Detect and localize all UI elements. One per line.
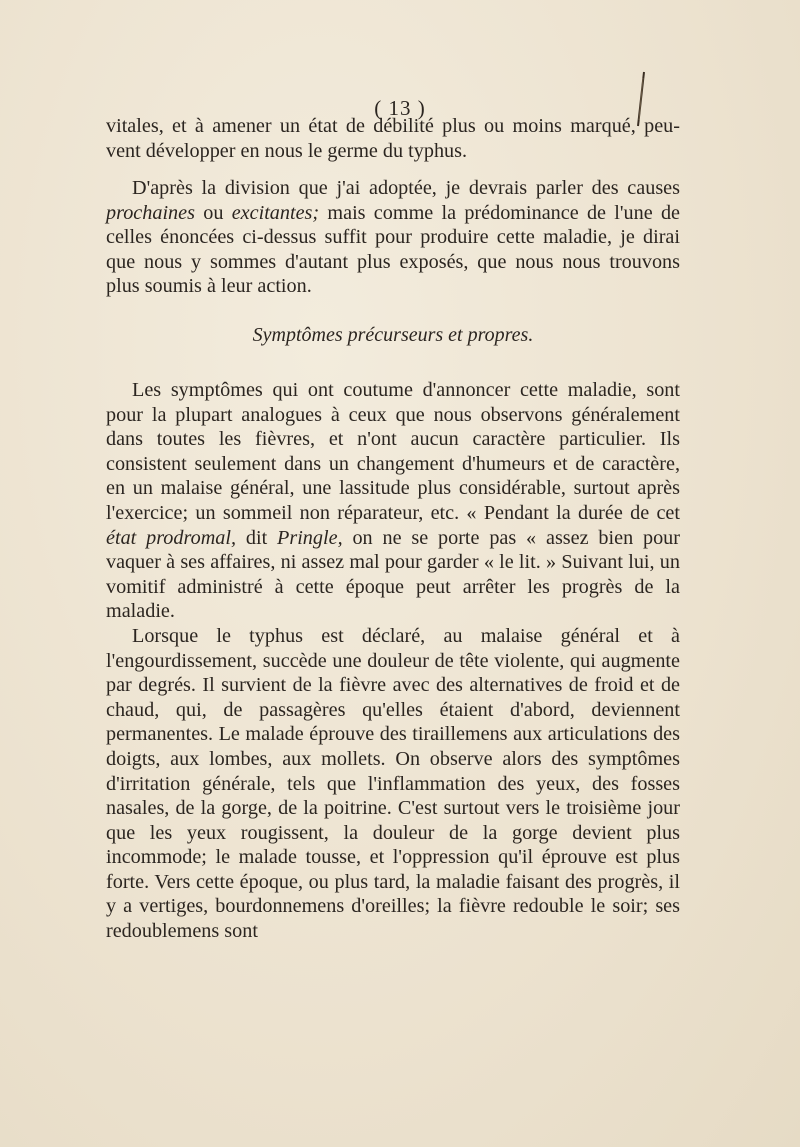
symptoms-text-2: dit [236,526,278,549]
intro-line-1: vitales, et à amener un état de débilité plus ou moins marqué, peu- [106,115,680,137]
page-number: ( 13 ) [374,96,426,120]
causes-text-1: D'après la division que j'ai adoptée, je devrais parler des causes [132,177,680,199]
causes-italic-2: excitantes; [231,201,320,224]
symptoms-italic-2: Pringle, [277,526,343,549]
symptoms-text-1: Les symptômes qui ont coutume d'annoncer cette maladie, sont pour la plupart analogues à ceux que nous observons généralement dans toutes les fièvres, et n'ont aucun caractère particulier. Ils consistent seulement dans un changement d'humeurs et de caractère, en un malaise général, une lassitude plus considérable, surtout après l'exercice; un sommeil non réparateur, etc. « Pendant la durée de cet [106,379,680,524]
paragraph-causes [106,176,680,299]
intro-line-2: vent développer en nous le germe du typhus. [106,139,468,162]
symptoms-italic-1: état prodromal, [106,526,237,549]
causes-text-3: mais comme la prédominance de l'une de celles énoncées ci-dessus suffit pour produire cette maladie, je dirai que nous y sommes d'autant plus exposés, que nous nous trouvons plus soumis à leur action. [106,201,680,298]
intro-text [106,114,680,163]
causes-text-2: ou [194,201,232,224]
causes-italic-1: prochaines [106,201,195,224]
section-heading: Symptômes précurseurs et propres. [252,324,534,346]
paragraph-typhus: Lorsque le typhus est déclaré, au malaise général et à l'engourdissement, succède une douleur de tête violente, qui augmente par degrés. Il survient de la fièvre avec des alternatives de froid et de chaud, qui, de passagères qu'elles étaient d'abord, deviennent permanentes. Le malade éprouve des tiraillemens aux articulations des doigts, aux lombes, aux mollets. On observe alors des symptômes d'irritation générale, tels que l'inflammation des yeux, des fosses nasales, de la gorge, de la poitrine. C'est surtout vers le troisième jour que les yeux rougissent, la douleur de la gorge devient plus incommode; le malade tousse, et l'oppression qu'il éprouve est plus forte. Vers cette époque, ou plus tard, la maladie faisant des progrès, il y a vertiges, bourdonnemens d'oreilles; la fièvre redouble le soir; ses redoublemens sont [106,624,680,943]
symptoms-text-3: on ne se porte pas « assez bien pour vaquer à ses affaires, ni assez mal pour garder « le lit. » Suivant lui, un vomitif administré à cette époque peut arrêter les progrès de la maladie. [106,526,680,623]
paragraph-symptoms [106,378,680,944]
